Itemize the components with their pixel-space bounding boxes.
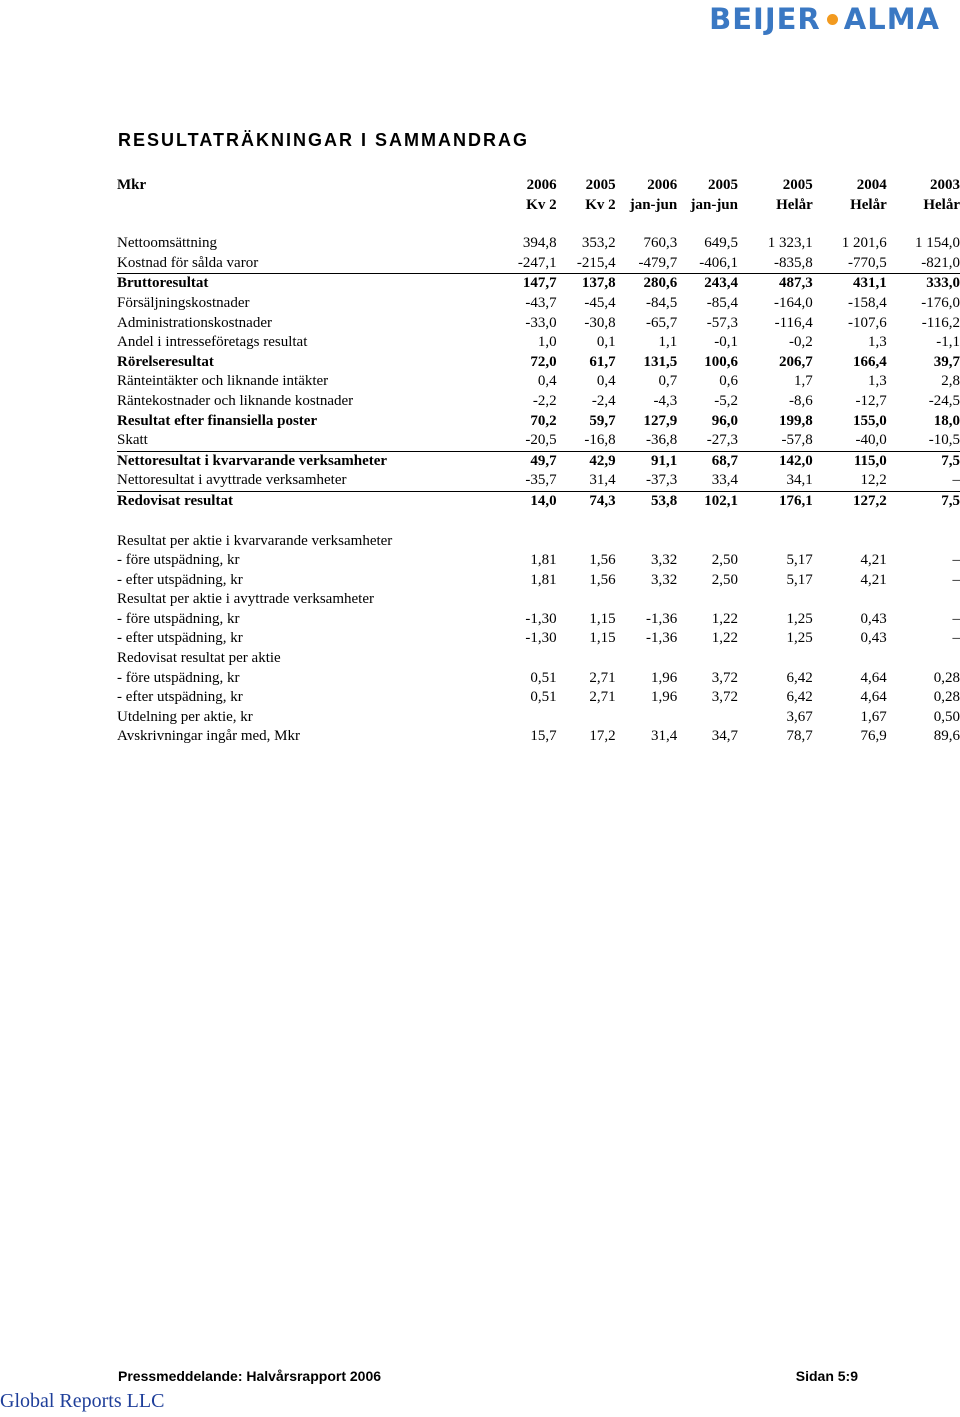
logo-text-left: BEIJER — [709, 2, 821, 36]
row-value: – — [952, 552, 960, 569]
row-value: 6,42 — [786, 669, 813, 686]
row-value: 1,3 — [868, 334, 887, 351]
row-value: 2,71 — [589, 689, 616, 706]
row-value — [677, 708, 738, 728]
row-value: -5,2 — [714, 392, 738, 409]
row-value: -479,7 — [616, 254, 678, 274]
row-value: 487,3 — [779, 275, 813, 292]
row-value: -1,1 — [936, 334, 960, 351]
row-value: 0,51 — [530, 669, 557, 686]
table-row — [117, 610, 960, 630]
row-label: Rörelseresultat — [117, 353, 214, 370]
row-value: 1 201,6 — [841, 235, 887, 252]
table-row — [117, 392, 960, 412]
row-value: 1,7 — [794, 373, 813, 390]
row-value: 70,2 — [530, 412, 557, 429]
row-value — [616, 649, 678, 669]
row-value: 76,9 — [860, 728, 887, 745]
row-value: 3,32 — [650, 571, 678, 588]
row-value: 1,15 — [589, 610, 616, 627]
header-cell: Helår — [850, 196, 887, 213]
row-value: 1,15 — [589, 630, 616, 647]
row-label: Nettoresultat i kvarvarande verksamheter — [117, 452, 388, 469]
row-value: 39,7 — [933, 353, 960, 370]
row-value: 49,7 — [530, 452, 557, 469]
row-value: -84,5 — [645, 294, 678, 311]
row-value: -4,3 — [653, 392, 678, 409]
header-cell: 2005 — [708, 177, 738, 193]
row-value: 42,9 — [589, 452, 616, 469]
row-value: 0,7 — [658, 373, 678, 390]
row-label: - efter utspädning, kr — [117, 571, 243, 588]
beijer-alma-logo — [709, 2, 940, 36]
row-label: Kostnad för sålda varor — [117, 254, 497, 274]
row-value: – — [952, 610, 960, 627]
row-value: 280,6 — [643, 275, 678, 292]
header-cell: 2004 — [856, 177, 887, 193]
row-value: -24,5 — [928, 392, 960, 409]
row-value: -835,8 — [738, 254, 813, 274]
row-value: 3,72 — [711, 669, 738, 686]
row-value: 7,5 — [941, 492, 960, 509]
row-value: 5,17 — [786, 552, 813, 569]
row-value: -20,5 — [497, 431, 557, 451]
row-value — [557, 532, 616, 552]
row-label: - före utspädning, kr — [117, 610, 240, 627]
row-value: 3,32 — [650, 552, 678, 569]
row-value — [497, 590, 557, 610]
row-value: -2,4 — [591, 392, 616, 409]
row-value: 33,4 — [677, 471, 738, 491]
row-value: 1,1 — [658, 334, 678, 351]
row-value: -164,0 — [774, 294, 813, 311]
row-value: 1,56 — [589, 552, 616, 569]
row-value — [738, 532, 813, 552]
row-value: -36,8 — [616, 431, 678, 451]
header-cell: Kv 2 — [526, 196, 557, 213]
row-value: 199,8 — [779, 412, 813, 429]
row-value: -8,6 — [789, 392, 813, 409]
table-row — [117, 629, 960, 649]
header-cell: jan-jun — [690, 196, 738, 213]
row-value: 14,0 — [530, 492, 557, 509]
row-value: -10,5 — [887, 431, 960, 451]
table-row — [117, 590, 960, 610]
row-value: -1,36 — [645, 630, 678, 647]
row-label: Ränteintäkter och liknande intäkter — [117, 373, 329, 390]
header-cell: 2006 — [526, 177, 557, 193]
row-value: 7,5 — [941, 452, 960, 469]
watermark: Global Reports LLC — [0, 1390, 165, 1412]
row-value: 31,4 — [557, 471, 616, 491]
row-value: -215,4 — [557, 254, 616, 274]
row-value: 0,51 — [530, 689, 557, 706]
row-value: -107,6 — [848, 314, 887, 331]
header-cell: Mkr — [117, 177, 147, 193]
row-value: 1 154,0 — [915, 235, 960, 252]
header-row-periods — [117, 196, 960, 216]
table-row — [117, 333, 960, 353]
row-value: 1 323,1 — [767, 235, 813, 252]
row-value: -12,7 — [855, 392, 887, 409]
row-label: Utdelning per aktie, kr — [117, 708, 253, 725]
row-label: Resultat per aktie i avyttrade verksamheter — [117, 591, 374, 608]
row-value — [887, 649, 960, 669]
row-value: 127,9 — [643, 412, 678, 429]
row-value — [738, 649, 813, 669]
row-label: Redovisat resultat per aktie — [117, 650, 281, 667]
row-value: 0,6 — [719, 373, 738, 390]
row-value — [677, 532, 738, 552]
row-label: - efter utspädning, kr — [117, 689, 243, 706]
row-value: -770,5 — [813, 254, 887, 274]
row-label: Skatt — [117, 431, 497, 451]
row-value: 142,0 — [779, 452, 813, 469]
row-label: - efter utspädning, kr — [117, 630, 243, 647]
row-label: Resultat efter finansiella poster — [117, 412, 318, 429]
header-row-years — [117, 176, 960, 196]
row-value: 96,0 — [711, 412, 738, 429]
footer-page-number: Sidan 5:9 — [795, 1368, 858, 1384]
row-value — [887, 590, 960, 610]
footer-document-name: Pressmeddelande: Halvårsrapport 2006 — [118, 1368, 382, 1384]
header-cell: jan-jun — [629, 196, 678, 213]
table-row — [117, 314, 960, 334]
header-cell: Kv 2 — [585, 196, 616, 213]
row-value: 1,22 — [711, 610, 738, 627]
table-row — [117, 431, 960, 451]
table-row — [117, 649, 960, 669]
row-value: 3,67 — [786, 708, 813, 725]
row-value — [497, 532, 557, 552]
table-row — [117, 471, 960, 491]
row-value: -45,4 — [584, 294, 616, 311]
row-value: 0,50 — [933, 708, 960, 725]
row-value: 102,1 — [704, 492, 738, 509]
row-value: 1,56 — [589, 571, 616, 588]
row-value — [738, 590, 813, 610]
row-value: -1,36 — [645, 610, 678, 627]
header-cell: Helår — [923, 196, 960, 213]
row-value: -57,8 — [738, 431, 813, 451]
row-value — [616, 708, 678, 728]
row-label: Administrationskostnader — [117, 314, 272, 331]
row-value: 4,21 — [860, 552, 887, 569]
row-value: 333,0 — [926, 275, 960, 292]
row-value — [616, 532, 678, 552]
header-cell: 2005 — [782, 177, 813, 193]
row-value — [557, 708, 616, 728]
row-label: Redovisat resultat — [117, 492, 233, 509]
row-value: -27,3 — [677, 431, 738, 451]
table-row — [117, 727, 960, 747]
row-value: 1,22 — [711, 630, 738, 647]
income-statement-table — [117, 176, 960, 747]
row-value: 12,2 — [813, 471, 887, 491]
row-value: 34,7 — [711, 728, 738, 745]
row-value: – — [952, 630, 960, 647]
row-value: 91,1 — [650, 452, 678, 469]
row-value: 1,81 — [530, 552, 557, 569]
row-label: - före utspädning, kr — [117, 669, 240, 686]
header-cell: 2006 — [647, 177, 678, 193]
row-value: 4,64 — [860, 669, 887, 686]
row-value: -0,2 — [789, 334, 813, 351]
row-value: 2,71 — [589, 669, 616, 686]
table-row — [117, 708, 960, 728]
row-value: 431,1 — [853, 275, 887, 292]
row-value: 1,0 — [537, 334, 557, 351]
row-value — [813, 590, 887, 610]
table-row — [117, 669, 960, 689]
row-value: -247,1 — [497, 254, 557, 274]
row-value: 17,2 — [589, 728, 616, 745]
row-value — [557, 590, 616, 610]
row-value: -33,0 — [525, 314, 557, 331]
row-value: -176,0 — [921, 294, 960, 311]
row-value: 89,6 — [933, 728, 960, 745]
row-value: 1,25 — [786, 610, 813, 627]
table-row — [117, 532, 960, 552]
row-value — [557, 649, 616, 669]
row-value: 0,43 — [860, 630, 887, 647]
row-value: 155,0 — [853, 412, 887, 429]
row-value: – — [887, 471, 960, 491]
row-value: 127,2 — [853, 492, 887, 509]
logo-text-right: ALMA — [843, 2, 940, 36]
row-label: Andel i intresseföretags resultat — [117, 334, 308, 351]
table-row — [117, 234, 960, 254]
row-value: 4,64 — [860, 689, 887, 706]
row-value: 74,3 — [589, 492, 616, 509]
row-value: -406,1 — [677, 254, 738, 274]
row-value: -821,0 — [887, 254, 960, 274]
table-row — [117, 254, 960, 274]
table-row — [117, 372, 960, 392]
row-value: 100,6 — [704, 353, 738, 370]
page-footer — [118, 1368, 858, 1384]
row-label: Avskrivningar ingår med, Mkr — [117, 728, 301, 745]
row-value: 137,8 — [581, 275, 616, 292]
row-label: Nettoresultat i avyttrade verksamheter — [117, 471, 497, 491]
row-value: 0,4 — [596, 373, 616, 390]
table-row — [117, 274, 960, 294]
row-label: - före utspädning, kr — [117, 552, 240, 569]
row-value: 2,50 — [711, 552, 738, 569]
row-value: 394,8 — [522, 235, 557, 252]
row-value — [677, 590, 738, 610]
table-row — [117, 353, 960, 373]
row-value: 59,7 — [589, 412, 616, 429]
row-label: Räntekostnader och liknande kostnader — [117, 392, 354, 409]
row-value: 0,28 — [933, 689, 960, 706]
row-value: 131,5 — [643, 353, 678, 370]
row-value: 68,7 — [711, 452, 738, 469]
table-row — [117, 412, 960, 432]
row-label: Nettoomsättning — [117, 235, 217, 252]
row-value: -35,7 — [497, 471, 557, 491]
row-value: 0,28 — [933, 669, 960, 686]
row-value — [813, 532, 887, 552]
row-value: 760,3 — [643, 235, 678, 252]
row-value — [497, 708, 557, 728]
row-value: 53,8 — [650, 492, 678, 509]
row-value: -0,1 — [714, 334, 738, 351]
row-value: – — [952, 571, 960, 588]
row-value: -16,8 — [557, 431, 616, 451]
row-value: 78,7 — [786, 728, 813, 745]
table-row — [117, 294, 960, 314]
row-value: 18,0 — [933, 412, 960, 429]
row-value: 2,50 — [711, 571, 738, 588]
row-value: 5,17 — [786, 571, 813, 588]
row-value — [616, 590, 678, 610]
row-value: 0,1 — [596, 334, 616, 351]
row-value: -1,30 — [525, 610, 557, 627]
table-body — [117, 215, 960, 747]
row-value: 1,96 — [650, 689, 678, 706]
table-row — [117, 451, 960, 471]
row-value: 1,25 — [786, 630, 813, 647]
header-cell — [117, 196, 497, 216]
row-value: 353,2 — [581, 235, 616, 252]
spacer-row — [117, 215, 960, 234]
row-value: -158,4 — [848, 294, 887, 311]
row-value: -30,8 — [584, 314, 616, 331]
row-value — [497, 649, 557, 669]
row-value: -57,3 — [706, 314, 738, 331]
row-value: 72,0 — [530, 353, 557, 370]
row-value: 3,72 — [711, 689, 738, 706]
logo-dot-icon — [827, 14, 838, 25]
table-row — [117, 491, 960, 511]
row-value: 0,43 — [860, 610, 887, 627]
row-value: 243,4 — [704, 275, 738, 292]
row-value: -43,7 — [525, 294, 557, 311]
row-value: 1,67 — [860, 708, 887, 725]
row-value: 4,21 — [860, 571, 887, 588]
row-value: 1,81 — [530, 571, 557, 588]
row-value: -1,30 — [525, 630, 557, 647]
header-cell: 2005 — [585, 177, 616, 193]
page-title: RESULTATRÄKNINGAR I SAMMANDRAG — [118, 130, 529, 150]
row-value: 6,42 — [786, 689, 813, 706]
row-value: 166,4 — [853, 353, 887, 370]
row-value: -65,7 — [645, 314, 678, 331]
row-value: 0,4 — [537, 373, 557, 390]
row-value: -85,4 — [706, 294, 738, 311]
header-cell: Helår — [776, 196, 813, 213]
row-value: 15,7 — [530, 728, 557, 745]
row-value — [813, 649, 887, 669]
row-value — [677, 649, 738, 669]
row-value: 206,7 — [779, 353, 813, 370]
row-value: 31,4 — [650, 728, 678, 745]
row-value: -2,2 — [532, 392, 557, 409]
spacer-row — [117, 512, 960, 532]
header-cell: 2003 — [930, 177, 960, 193]
row-value: -116,4 — [774, 314, 813, 331]
row-value: 147,7 — [522, 275, 557, 292]
row-value: -37,3 — [616, 471, 678, 491]
row-label: Resultat per aktie i kvarvarande verksamheter — [117, 532, 393, 549]
table-row — [117, 571, 960, 591]
table-row — [117, 551, 960, 571]
row-value: 1,3 — [868, 373, 887, 390]
row-value: 61,7 — [589, 353, 616, 370]
row-value — [887, 532, 960, 552]
row-value: 2,8 — [941, 373, 960, 390]
row-value: 176,1 — [779, 492, 813, 509]
row-label: Försäljningskostnader — [117, 294, 250, 311]
row-label: Bruttoresultat — [117, 275, 209, 292]
row-value: 649,5 — [704, 235, 738, 252]
row-value: 34,1 — [738, 471, 813, 491]
row-value: 1,96 — [650, 669, 678, 686]
row-value: -40,0 — [813, 431, 887, 451]
table-row — [117, 688, 960, 708]
row-value: -116,2 — [921, 314, 960, 331]
row-value: 115,0 — [853, 452, 887, 469]
